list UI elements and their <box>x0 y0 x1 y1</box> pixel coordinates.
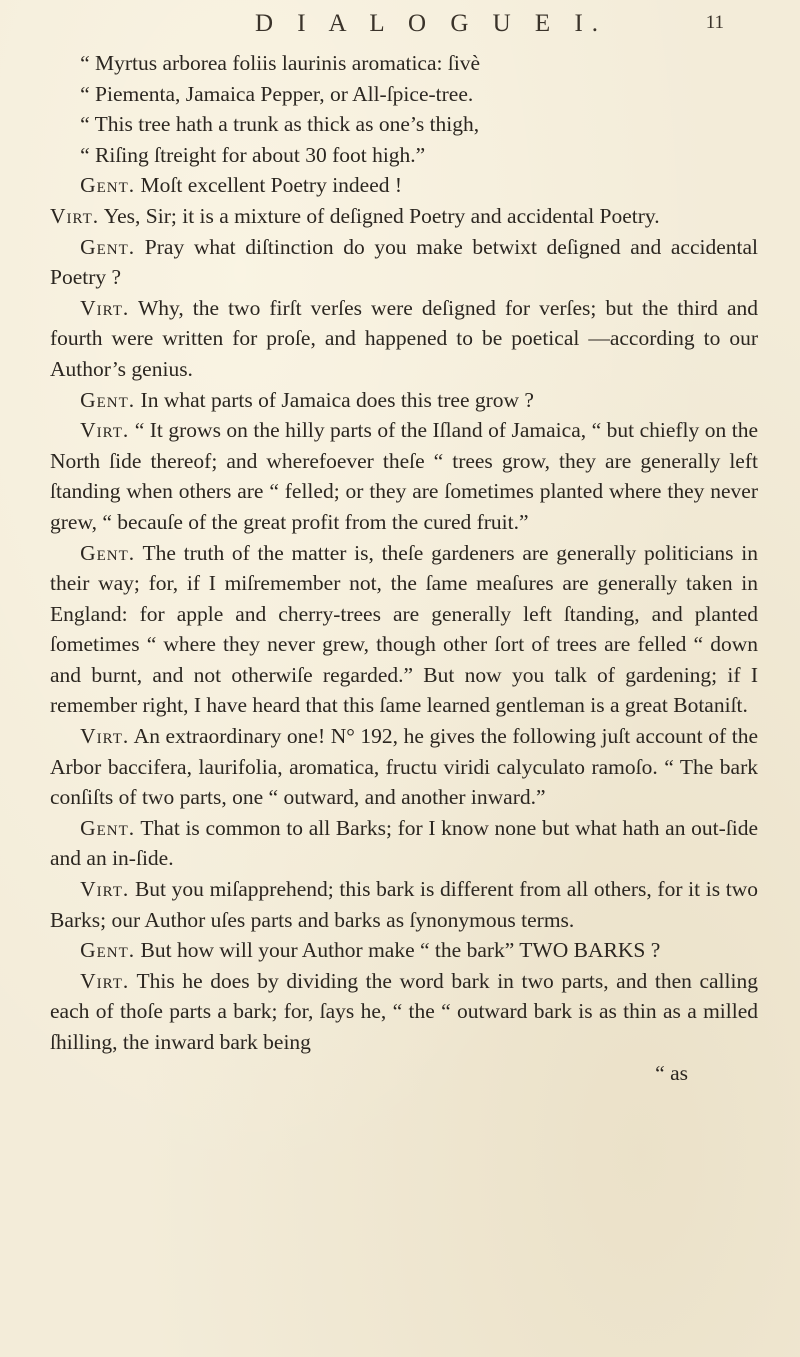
quote-line: “ Riſing ſtreight for about 30 foot high.” <box>80 142 426 167</box>
paragraph-text: The truth of the matter is, theſe gardeners are generally politicians in their way; for, if I miſremember not, the ſame meaſures are generally taken in England: for apple and cherry-trees are generally left ſtanding, and planted ſometimes “ where they never grew, though other ſort of trees are felled “ down and burnt, and not otherwiſe regarded.” But now you talk of gardening; if I remember right, I have heard that this ſame learned gentleman is a great Botaniſt. <box>50 540 758 718</box>
dialogue-paragraph <box>50 201 758 232</box>
speaker-label: Gent. <box>80 938 136 963</box>
speaker-label: Gent. <box>80 387 136 412</box>
dialogue-paragraph <box>50 170 758 201</box>
quote-line: “ Piementa, Jamaica Pepper, or All-ſpice-tree. <box>80 81 474 106</box>
speaker-label: Virt. <box>80 968 130 993</box>
dialogue-paragraph <box>50 232 758 293</box>
paragraph-text: But how will your Author make “ the bark” TWO BARKS ? <box>140 938 661 963</box>
speaker-label: Gent. <box>80 540 136 565</box>
running-title: D I A L O G U E I. <box>255 10 608 37</box>
quote-line: “ This tree hath a trunk as thick as one’s thigh, <box>80 112 480 137</box>
page-number: 11 <box>705 12 724 33</box>
dialogue-paragraph <box>50 415 758 537</box>
quote-line: “ Myrtus arborea foliis laurinis aromatica: ſivè <box>80 51 481 75</box>
paragraph-text: This he does by dividing the word bark in two parts, and then calling each of thoſe parts a bark; for, ſays he, “ the “ outward bark is as thin as a milled ſhilling, the inward bark being <box>50 968 758 1054</box>
dialogue-paragraph <box>50 966 758 1058</box>
speaker-label: Gent. <box>80 234 136 259</box>
dialogue-paragraph <box>50 293 758 385</box>
dialogue-paragraph <box>50 385 758 416</box>
running-head <box>50 0 758 48</box>
paragraph-text: Why, the two firſt verſes were deſigned for verſes; but the third and fourth were written for proſe, and happened to be poetical —according to our Author’s genius. <box>50 295 758 381</box>
paragraph-text: But you miſapprehend; this bark is different from all others, for it is two Barks; our Author uſes parts and barks as ſynonymous terms. <box>50 877 759 932</box>
dialogue-paragraph <box>50 874 758 935</box>
dialogue-paragraph <box>50 935 758 966</box>
paragraph-text: That is common to all Barks; for I know none but what hath an out-ſide and an in-ſide. <box>50 815 758 871</box>
paragraph-text: An extraordinary one! N° 192, he gives the following juſt account of the Arbor baccifera, laurifolia, aromatica, fructu viridi calyculato ramoſo. “ The bark conſiſts of two parts, one “ outward, and another inward.” <box>50 724 758 810</box>
paragraph-text: Pray what diſtinction do you make betwixt deſigned and accidental Poetry ? <box>50 234 758 290</box>
speaker-label: Virt. <box>80 877 130 902</box>
paragraph-text: Yes, Sir; it is a mixture of deſigned Poetry and accidental Poetry. <box>103 203 660 228</box>
speaker-label: Virt. <box>50 203 100 228</box>
dialogue-paragraph <box>50 721 758 813</box>
paragraph-text: In what parts of Jamaica does this tree grow ? <box>140 387 534 412</box>
paragraph-text: “ It grows on the hilly parts of the Iſland of Jamaica, “ but chiefly on the North ſide thereof; and wherefoever theſe “ trees grow, they are generally left ſtanding when others are “ felled; or they are ſometimes planted where they never grew, “ becauſe of the great profit from the cured fruit.” <box>50 418 758 534</box>
speaker-label: Gent. <box>80 815 136 840</box>
speaker-label: Virt. <box>80 724 130 749</box>
speaker-label: Virt. <box>80 295 130 320</box>
dialogue-paragraph <box>50 538 758 722</box>
dialogue-paragraph <box>50 813 758 874</box>
catchword: “ as <box>655 1060 688 1085</box>
body-text <box>50 48 758 1088</box>
speaker-label: Gent. <box>80 173 136 198</box>
speaker-label: Virt. <box>80 418 130 443</box>
paragraph-text: Moſt excellent Poetry indeed ! <box>140 173 403 198</box>
